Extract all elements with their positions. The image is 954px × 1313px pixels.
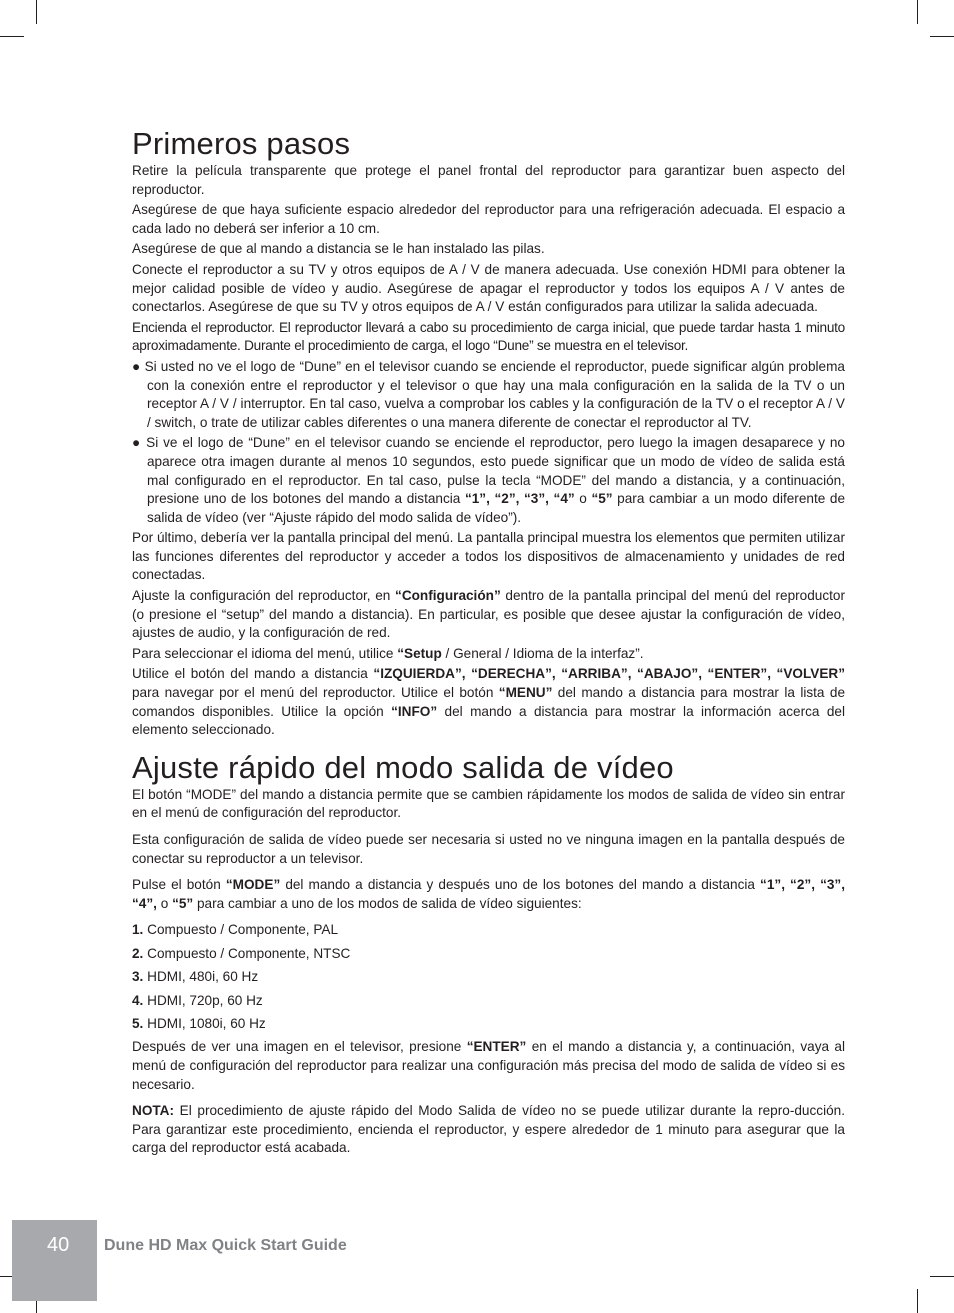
paragraph: Esta configuración de salida de vídeo puede ser necesaria si usted no ve ninguna imagen en la pantalla después de conectar su reproductor a un televisor. bbox=[132, 832, 845, 866]
bullet-item: ● Si usted no ve el logo de “Dune” en el televisor cuando se enciende el reproductor, puede significar algún problema con la conexión entre el reproductor y el televisor o que hay una mala configuración en la salida de la TV o un receptor A / V / interruptor. En tal caso, vuelva a comprobar los cables y la configuración de la TV o el receptor A / V / switch, o trate de utilizar cables diferentes o una manera diferente de conectar el reproductor al TV. bbox=[132, 358, 845, 430]
list-text: Compuesto / Componente, NTSC bbox=[143, 945, 351, 961]
paragraph bbox=[132, 1038, 845, 1094]
list-item bbox=[132, 968, 845, 987]
paragraph: El botón “MODE” del mando a distancia permite que se cambien rápidamente los modos de salida de vídeo sin entrar en el menú de configuración del reproductor. bbox=[132, 786, 845, 821]
section-video-mode bbox=[132, 750, 845, 1158]
paragraph: Por último, debería ver la pantalla principal del menú. La pantalla principal muestra los elementos que permiten utilizar las funciones diferentes del reproductor y acceder a todos los dispositivos de almacenamiento y unidades de red conectadas. bbox=[132, 530, 845, 583]
bold-run: “MENU” bbox=[498, 685, 553, 701]
paragraph bbox=[132, 645, 845, 664]
bullet-list bbox=[132, 358, 845, 527]
text-run: dentro de la pantalla principal del menú del reproductor (o presione el “setup” del mando a distancia). En particular, es posible que desee ajustar la configuración de vídeo, ajustes de audio, y la configuración de red. bbox=[132, 588, 846, 641]
list-item bbox=[132, 1015, 845, 1034]
text-run: ● Si ve el logo de “Dune” en el televisor cuando se enciende el reproductor, pero luego la imagen desaparece y no aparece otra imagen durante al menos 10 segundos, esto puede significar que un modo de vídeo de salida está mal configurado en el reproductor. En tal caso, pulse la tecla “MODE” del mando a distancia, y a continuación, presione uno de los botones del mando a distancia bbox=[132, 435, 845, 507]
bold-run: “1”, “2”, “3”, “4”, bbox=[132, 877, 846, 911]
bold-run: “IZQUIERDA”, “DERECHA”, “ARRIBA”, “ABAJO”, “ENTER”, “VOLVER” bbox=[373, 666, 846, 682]
text-run: Después de ver una imagen en el televisor, presione bbox=[132, 1039, 467, 1055]
bold-run: “INFO” bbox=[391, 703, 438, 719]
list-item bbox=[132, 992, 845, 1011]
list-item bbox=[132, 921, 845, 940]
list-text: HDMI, 720p, 60 Hz bbox=[143, 992, 263, 1008]
text-run: Ajuste la configuración del reproductor, en bbox=[132, 588, 396, 604]
crop-mark bbox=[930, 36, 954, 37]
list-text: HDMI, 1080i, 60 Hz bbox=[143, 1015, 266, 1031]
bold-run: “MODE” bbox=[225, 877, 281, 893]
list-text: HDMI, 480i, 60 Hz bbox=[143, 969, 259, 985]
footer-page-box bbox=[12, 1220, 97, 1301]
text-run: para navegar por el menú del reproductor. Utilice el botón bbox=[132, 685, 499, 701]
crop-mark bbox=[917, 1289, 918, 1313]
list-number: 3. bbox=[132, 969, 144, 985]
crop-mark bbox=[0, 36, 24, 37]
text-run: para cambiar a un modo diferente de salida de vídeo (ver “Ajuste rápido del modo salida de vídeo”). bbox=[147, 491, 846, 525]
text-run: Para seleccionar el idioma del menú, utilice bbox=[132, 645, 398, 661]
bold-run: “5” bbox=[591, 491, 613, 507]
crop-mark bbox=[930, 1276, 954, 1277]
list-number: 4. bbox=[132, 992, 144, 1008]
paragraph: Asegúrese de que al mando a distancia se le han instalado las pilas. bbox=[132, 241, 545, 257]
bold-run: “Configuración” bbox=[395, 588, 501, 604]
bullet-item bbox=[132, 434, 845, 527]
paragraph: Retire la película transparente que protege el panel frontal del reproductor para garantizar buen aspecto del reproductor. bbox=[132, 163, 845, 197]
text-run: o bbox=[574, 491, 592, 507]
page-number: 40 bbox=[47, 1234, 70, 1256]
section-title-ajuste-rapido: Ajuste rápido del modo salida de vídeo bbox=[132, 749, 674, 785]
text-run: o bbox=[156, 895, 173, 911]
bold-run: “1”, “2”, “3”, “4” bbox=[464, 491, 575, 507]
text-run: del mando a distancia y después uno de los botones del mando a distancia bbox=[280, 877, 761, 893]
paragraph: Asegúrese de que haya suficiente espacio alrededor del reproductor para una refrigeración adecuada. El espacio a cada lado no deberá ser inferior a 10 cm. bbox=[132, 202, 845, 236]
text-run: del mando a distancia para mostrar la información acerca del elemento seleccionado. bbox=[132, 703, 845, 738]
crop-mark bbox=[36, 0, 37, 24]
paragraph bbox=[132, 876, 845, 913]
paragraph bbox=[132, 587, 845, 643]
section-title-primeros-pasos: Primeros pasos bbox=[132, 126, 351, 161]
video-mode-list bbox=[132, 921, 845, 1033]
list-number: 1. bbox=[132, 922, 144, 938]
list-number: 2. bbox=[132, 945, 144, 961]
text-run: / General / Idioma de la interfaz”. bbox=[441, 645, 644, 661]
text-run: para cambiar a uno de los modos de salida de vídeo siguientes: bbox=[193, 895, 582, 911]
paragraph: Encienda el reproductor. El reproductor llevará a cabo su procedimiento de carga inicial, que puede tardar hasta 1 minuto aproximadamente. Durante el procedimiento de carga, el logo “Dune” se muestra en el televisor. bbox=[132, 319, 845, 354]
text-run: Pulse el botón bbox=[132, 877, 226, 893]
list-item bbox=[132, 945, 845, 964]
list-text: Compuesto / Componente, PAL bbox=[143, 922, 339, 938]
text-run: Utilice el botón del mando a distancia bbox=[132, 666, 374, 682]
text-run: en el mando a distancia y, a continuación, vaya al menú de configuración del reproductor para realizar una configuración más precisa del modo de salida de vídeo si es necesario. bbox=[132, 1039, 845, 1092]
note-paragraph bbox=[132, 1102, 845, 1158]
list-number: 5. bbox=[132, 1015, 144, 1031]
note-text: El procedimiento de ajuste rápido del Modo Salida de vídeo no se puede utilizar durante la repro-ducción. Para garantizar este procedimiento, encienda el reproductor, y espere alrededor de 1 minuto para asegurar que la carga del reproductor está acabada. bbox=[132, 1103, 845, 1156]
text-run: del mando a distancia para mostrar la lista de comandos disponibles. Utilice la opción bbox=[132, 685, 846, 719]
note-label: NOTA: bbox=[132, 1103, 175, 1119]
footer-guide-title: Dune HD Max Quick Start Guide bbox=[104, 1237, 347, 1254]
page-content bbox=[132, 126, 845, 1166]
bold-run: “ENTER” bbox=[466, 1039, 527, 1055]
paragraph: Conecte el reproductor a su TV y otros equipos de A / V de manera adecuada. Use conexión HDMI para obtener la mejor calidad posible de vídeo y audio. Asegúrese de apagar el reproductor y todos los equipos A / V antes de conectarlos. Asegúrese de que su TV y otros equipos de A / V están configurados para utilizar la salida adecuada. bbox=[132, 261, 845, 315]
crop-mark bbox=[917, 0, 918, 24]
bold-run: “5” bbox=[172, 895, 194, 911]
bold-run: “Setup bbox=[397, 645, 442, 661]
paragraph bbox=[132, 665, 845, 739]
